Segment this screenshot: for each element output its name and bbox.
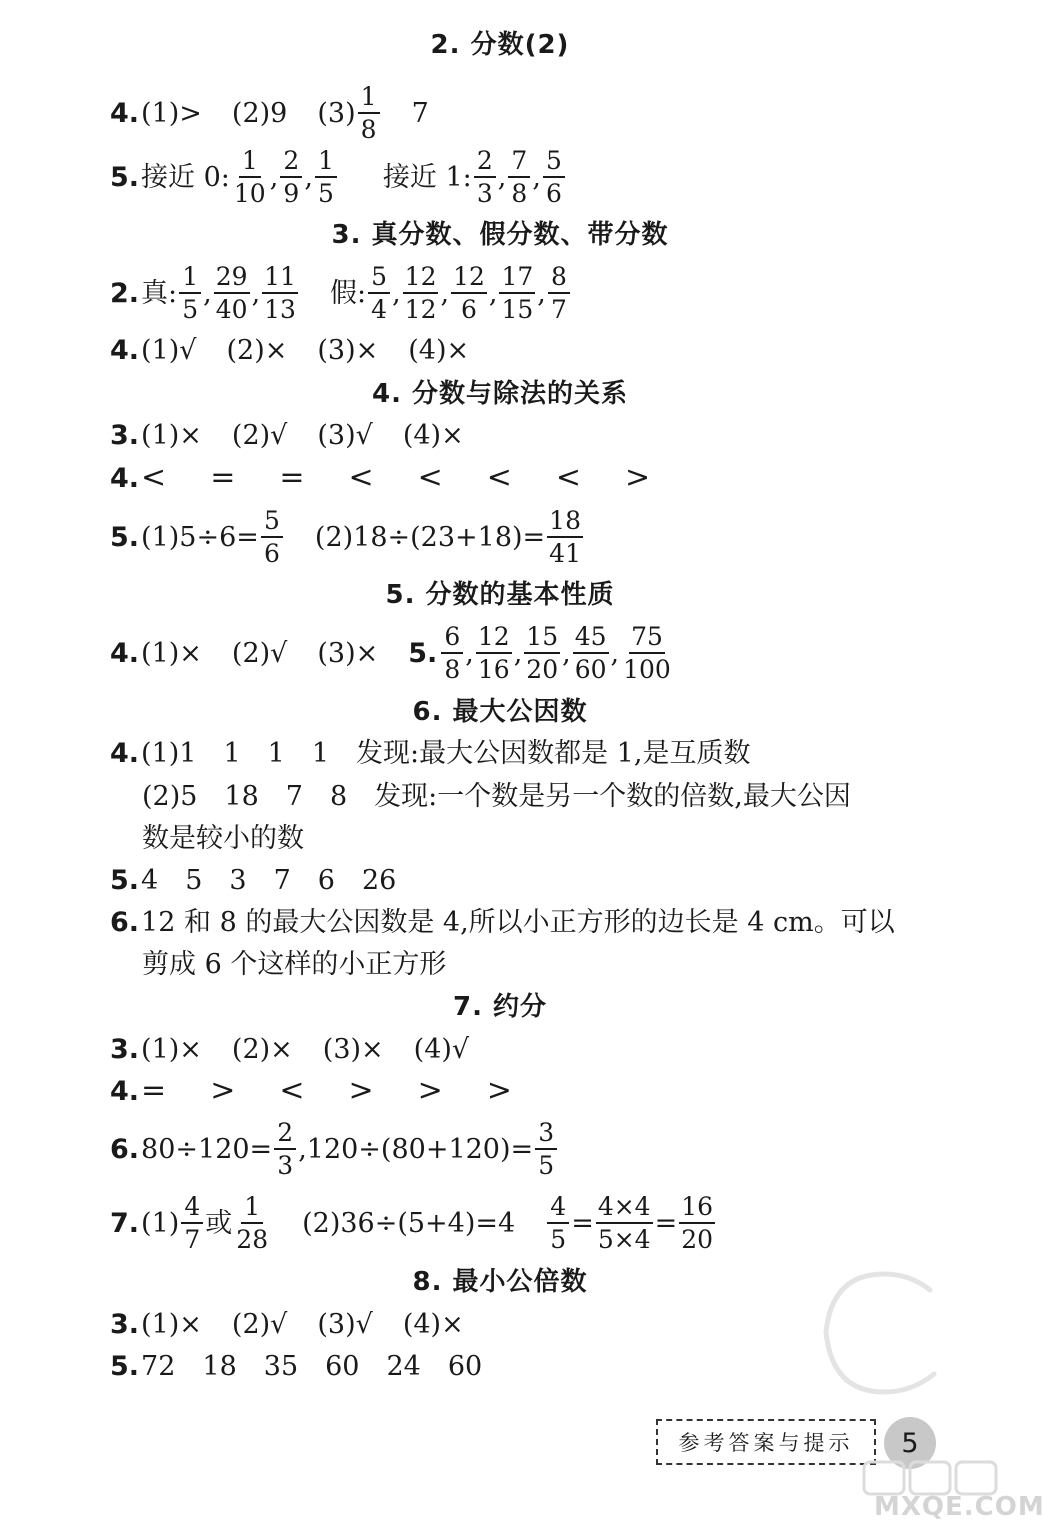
comparison-symbol: > bbox=[486, 1073, 512, 1108]
comparison-symbol: > bbox=[210, 1073, 236, 1108]
fraction: $\frac{5}{6}$ bbox=[261, 508, 283, 566]
answer-part: (1)× bbox=[141, 1309, 202, 1340]
fraction: $\frac{4\times 4}{5\times 4}$ bbox=[597, 1192, 651, 1254]
question-number: 4. bbox=[110, 738, 140, 769]
equation: (1)5÷6= bbox=[141, 521, 259, 553]
answer-part: (2)√ bbox=[231, 1309, 288, 1340]
answer-row-5-4-5: 4. (1)× (2)√ (3)× 5. $\frac{6}{8}$ , $\frac{12}{16}$ , $\frac{15}{20}$ , $\frac{45}{60}$ , $\frac{75}{100}$ bbox=[110, 622, 671, 684]
answer-part: (2)√ bbox=[231, 637, 288, 669]
comparison-symbol: < bbox=[348, 460, 374, 495]
label: 真: bbox=[141, 277, 178, 309]
heading-section-3: 3. 真分数、假分数、带分数 bbox=[331, 220, 669, 250]
equals-sign: = bbox=[571, 1207, 594, 1239]
answer-part: (2)× bbox=[226, 335, 288, 366]
question-number: 4. bbox=[110, 335, 140, 366]
answer-row-3-4 bbox=[110, 337, 469, 364]
comparison-symbol: > bbox=[625, 460, 651, 495]
question-number: 2. bbox=[110, 277, 140, 309]
watermark-text: MXQE.COM bbox=[874, 1492, 1045, 1522]
answer-row-4-3 bbox=[110, 422, 464, 449]
answer-row-2-5: 5. 接近 0: $\frac{1}{10}$ , $\frac{2}{9}$ , $\frac{1}{5}$ 接近 1: $\frac{2}{3}$ , $\frac{7}{8}$ , $\frac{5}{6}$ bbox=[110, 148, 567, 206]
fraction: $\frac{1}{8}$ bbox=[358, 84, 380, 142]
fraction: $\frac{3}{5}$ bbox=[535, 1120, 557, 1178]
question-number: 3. bbox=[110, 1309, 140, 1340]
answer-part: (3)√ bbox=[317, 1309, 373, 1340]
question-number: 7. bbox=[110, 1207, 140, 1239]
answer-row-3-2: 2. 真: $\frac{1}{5}$ , $\frac{29}{40}$ , $\frac{11}{13}$ 假: $\frac{5}{4}$ , $\frac{12}{12}$ , $\frac{12}{6}$ , $\frac{17}{15}$ , $\frac{8}{7}$ bbox=[110, 264, 572, 322]
heading-section-8: 8. 最小公倍数 bbox=[412, 1267, 588, 1297]
answer-row-8-5 bbox=[110, 1353, 482, 1380]
fraction: $\frac{7}{8}$ bbox=[508, 148, 530, 206]
equation: (2)36÷(5+4)=4 bbox=[302, 1207, 516, 1239]
fraction: $\frac{45}{60}$ bbox=[574, 622, 607, 684]
answer-row-6-5 bbox=[110, 867, 396, 894]
question-number: 5. bbox=[110, 865, 140, 896]
fraction: $\frac{4}{7}$ bbox=[181, 1194, 203, 1252]
answer-part: (2)9 bbox=[231, 97, 288, 129]
answer-part: (4)√ bbox=[413, 1034, 470, 1065]
answer-part: (1)× bbox=[141, 1034, 202, 1065]
answer-row-6-4 bbox=[110, 740, 750, 767]
comparison-symbol: = bbox=[210, 460, 236, 495]
question-number: 4. bbox=[110, 637, 140, 669]
answer-text: (1)1 1 1 1 发现:最大公因数都是 1,是互质数 bbox=[141, 738, 751, 769]
answer-part: (2)× bbox=[231, 1034, 293, 1065]
answer-part: (3)√ bbox=[317, 420, 373, 451]
fraction: $\frac{5}{4}$ bbox=[368, 264, 390, 322]
comparison-symbol: > bbox=[417, 1073, 443, 1108]
answer-text: 4 5 3 7 6 26 bbox=[141, 865, 397, 896]
fraction: $\frac{12}{16}$ bbox=[477, 622, 510, 684]
answer-row-4-5 bbox=[110, 508, 585, 566]
fraction: $\frac{1}{5}$ bbox=[315, 148, 337, 206]
fraction: $\frac{2}{3}$ bbox=[274, 1120, 296, 1178]
fraction: $\frac{15}{20}$ bbox=[526, 622, 559, 684]
answer-row-4-4 bbox=[110, 460, 651, 495]
fraction: $\frac{4}{5}$ bbox=[547, 1194, 569, 1252]
answer-part: (3)× bbox=[317, 335, 379, 366]
answer-row-7-7 bbox=[110, 1194, 717, 1252]
answer-part: (1)× bbox=[141, 420, 202, 451]
comparison-symbol: < bbox=[417, 460, 443, 495]
fraction: $\frac{18}{41}$ bbox=[549, 506, 581, 568]
equals-sign: = bbox=[654, 1207, 678, 1239]
fraction: $\frac{6}{8}$ bbox=[441, 624, 463, 682]
question-number: 3. bbox=[110, 1034, 140, 1065]
answer-part: (3) bbox=[317, 97, 356, 129]
heading-section-6: 6. 最大公因数 bbox=[412, 697, 588, 727]
answer-part: (4)× bbox=[402, 1309, 464, 1340]
label: 假: bbox=[329, 277, 367, 309]
question-number: 3. bbox=[110, 420, 140, 451]
answer-text: 72 18 35 60 24 60 bbox=[141, 1351, 483, 1382]
question-number: 6. bbox=[110, 907, 140, 938]
fraction: $\frac{2}{3}$ bbox=[474, 148, 496, 206]
comparison-symbol: = bbox=[141, 1073, 167, 1108]
equation: (2)18÷(23+18)= bbox=[314, 521, 546, 553]
answer-row-7-3 bbox=[110, 1036, 469, 1063]
heading-section-7: 7. 约分 bbox=[452, 992, 548, 1022]
answer-part: 或 bbox=[205, 1207, 233, 1239]
equation: 80÷120= bbox=[141, 1133, 273, 1165]
equation: ,120÷(80+120)= bbox=[298, 1133, 534, 1165]
answer-text: 剪成 6 个这样的小正方形 bbox=[142, 949, 447, 980]
answer-part: (4)× bbox=[402, 420, 464, 451]
page-number: 5 bbox=[884, 1417, 936, 1469]
fraction: $\frac{2}{9}$ bbox=[280, 148, 302, 206]
fraction: $\frac{17}{15}$ bbox=[501, 262, 534, 324]
comparison-symbol: < bbox=[279, 1073, 305, 1108]
question-number: 4. bbox=[110, 97, 140, 129]
comparison-symbol: < bbox=[486, 460, 512, 495]
answer-row-6-6-cont bbox=[142, 951, 446, 978]
answer-part: (1)× bbox=[141, 637, 202, 669]
decorative-c-icon bbox=[810, 1268, 950, 1398]
answer-row-2-4 bbox=[110, 84, 429, 142]
heading-section-2: 2. 分数(2) bbox=[430, 30, 570, 60]
heading-section-5: 5. 分数的基本性质 bbox=[385, 580, 615, 610]
answer-part: (2)√ bbox=[231, 420, 288, 451]
label: 接近 0: bbox=[141, 161, 230, 193]
comparison-symbol: > bbox=[348, 1073, 374, 1108]
question-number: 5. bbox=[110, 521, 140, 553]
fraction: $\frac{1}{28}$ bbox=[236, 1192, 269, 1254]
answer-part: (1) bbox=[141, 1207, 180, 1239]
fraction: $\frac{75}{100}$ bbox=[623, 622, 671, 684]
fraction: $\frac{29}{40}$ bbox=[215, 262, 248, 324]
fraction: $\frac{5}{6}$ bbox=[543, 148, 565, 206]
comparison-symbol: < bbox=[555, 460, 582, 495]
question-number: 5. bbox=[110, 1351, 140, 1382]
answer-part: (4)× bbox=[408, 335, 470, 366]
heading-section-4: 4. 分数与除法的关系 bbox=[371, 379, 629, 409]
label: 接近 1: bbox=[382, 161, 472, 193]
answer-part: (3)× bbox=[317, 637, 379, 669]
question-number: 5. bbox=[110, 161, 140, 193]
answer-row-7-6 bbox=[110, 1120, 559, 1178]
answer-row-8-3 bbox=[110, 1311, 464, 1338]
question-number: 6. bbox=[110, 1133, 140, 1165]
question-number: 4. bbox=[110, 462, 140, 494]
footer-label: 参考答案与提示 bbox=[656, 1419, 876, 1465]
answer-text: 数是较小的数 bbox=[142, 823, 304, 854]
answer-part: (3)× bbox=[322, 1034, 384, 1065]
answer-row-6-4-cont bbox=[142, 783, 851, 810]
fraction: $\frac{12}{6}$ bbox=[453, 262, 485, 324]
fraction: $\frac{8}{7}$ bbox=[548, 264, 570, 322]
fraction: $\frac{16}{20}$ bbox=[681, 1192, 714, 1254]
fraction: $\frac{12}{12}$ bbox=[404, 262, 437, 324]
answer-text: (2)5 18 7 8 发现:一个数是另一个数的倍数,最大公因 bbox=[142, 781, 851, 812]
fraction: $\frac{1}{10}$ bbox=[233, 146, 266, 208]
fraction: $\frac{1}{5}$ bbox=[179, 264, 201, 322]
comparison-symbol: < bbox=[141, 460, 167, 495]
fraction: $\frac{11}{13}$ bbox=[264, 262, 296, 324]
answer-part: 7 bbox=[411, 97, 429, 129]
answer-row-7-4 bbox=[110, 1073, 512, 1108]
answer-row-6-6 bbox=[110, 909, 895, 936]
question-number: 4. bbox=[110, 1075, 140, 1107]
question-number: 5. bbox=[408, 637, 438, 669]
answer-text: 12 和 8 的最大公因数是 4,所以小正方形的边长是 4 cm。可以 bbox=[141, 907, 895, 938]
answer-part: (1)√ bbox=[141, 335, 197, 366]
answer-part: (1)> bbox=[141, 97, 202, 129]
answer-row-6-4-cont2 bbox=[142, 825, 304, 852]
comparison-symbol: = bbox=[279, 460, 305, 495]
